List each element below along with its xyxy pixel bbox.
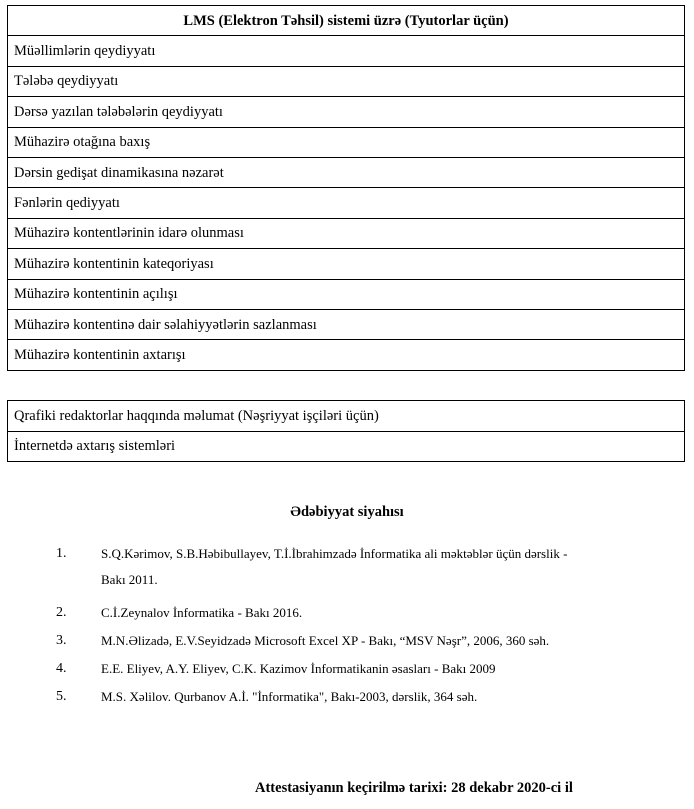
table-row xyxy=(8,157,685,187)
table-cell: Dərsə yazılan tələbələrin qeydiyyatı xyxy=(8,97,685,127)
table-cell: Mühazirə kontentinə dair səlahiyyətlərin sazlanması xyxy=(8,309,685,339)
table-cell: Mühazirə kontentinin açılışı xyxy=(8,279,685,309)
table-cell: Dərsin gedişat dinamikasına nəzarət xyxy=(8,157,685,187)
reference-number: 2. xyxy=(56,605,67,620)
table-row xyxy=(8,127,685,157)
reference-text xyxy=(101,541,649,593)
table-cell: Mühazirə kontentinin kateqoriyası xyxy=(8,249,685,279)
lms-table-header-row xyxy=(8,6,685,36)
reference-text: M.S. Xəlilov. Qurbanov A.İ. "İnformatika", Bakı-2003, dərslik, 364 səh. xyxy=(101,689,478,704)
reference-line: S.Q.Kərimov, S.B.Həbibullayev, T.İ.İbrahimzadə İnformatika ali məktəblər üçün dərslik - xyxy=(101,546,568,561)
table-row xyxy=(8,401,685,432)
table-cell: Fənlərin qediyyatı xyxy=(8,188,685,218)
table-cell: İnternetdə axtarış sistemləri xyxy=(8,431,685,462)
table-row xyxy=(8,218,685,248)
table-cell: Mühazirə kontentlərinin idarə olunması xyxy=(8,218,685,248)
table-row xyxy=(8,340,685,370)
table-row xyxy=(8,66,685,96)
reference-number: 3. xyxy=(56,633,67,648)
reference-number: 5. xyxy=(56,689,67,704)
table-row xyxy=(8,249,685,279)
table-row xyxy=(8,36,685,66)
reference-text: E.E. Eliyev, A.Y. Eliyev, C.K. Kazimov İnformatikanin əsasları - Bakı 2009 xyxy=(101,661,496,676)
table-cell: Müəllimlərin qeydiyyatı xyxy=(8,36,685,66)
reference-line: Bakı 2011. xyxy=(101,572,158,587)
table-cell: Qrafiki redaktorlar haqqında məlumat (Nəşriyyat işçiləri üçün) xyxy=(8,401,685,432)
table-row xyxy=(8,188,685,218)
reference-number: 1. xyxy=(56,546,67,561)
table-row xyxy=(8,97,685,127)
reference-text: M.N.Əlizadə, E.V.Seyidzadə Microsoft Excel XP - Bakı, “MSV Nəşr”, 2006, 360 səh. xyxy=(101,633,550,648)
attestation-date: Attestasiyanın keçirilmə tarixi: 28 dekabr 2020-ci il xyxy=(255,780,573,796)
references-title: Ədəbiyyat siyahısı xyxy=(290,504,404,520)
table-row xyxy=(8,309,685,339)
table-row xyxy=(8,431,685,462)
table-cell: Mühazirə otağına baxış xyxy=(8,127,685,157)
lms-table xyxy=(7,5,685,371)
reference-number: 4. xyxy=(56,661,67,676)
table-cell: Mühazirə kontentinin axtarışı xyxy=(8,340,685,370)
table-row xyxy=(8,279,685,309)
table-cell: Tələbə qeydiyyatı xyxy=(8,66,685,96)
other-topics-table xyxy=(7,400,685,462)
lms-table-title: LMS (Elektron Təhsil) sistemi üzrə (Tyutorlar üçün) xyxy=(8,6,685,36)
reference-text: C.İ.Zeynalov İnformatika - Bakı 2016. xyxy=(101,605,303,620)
